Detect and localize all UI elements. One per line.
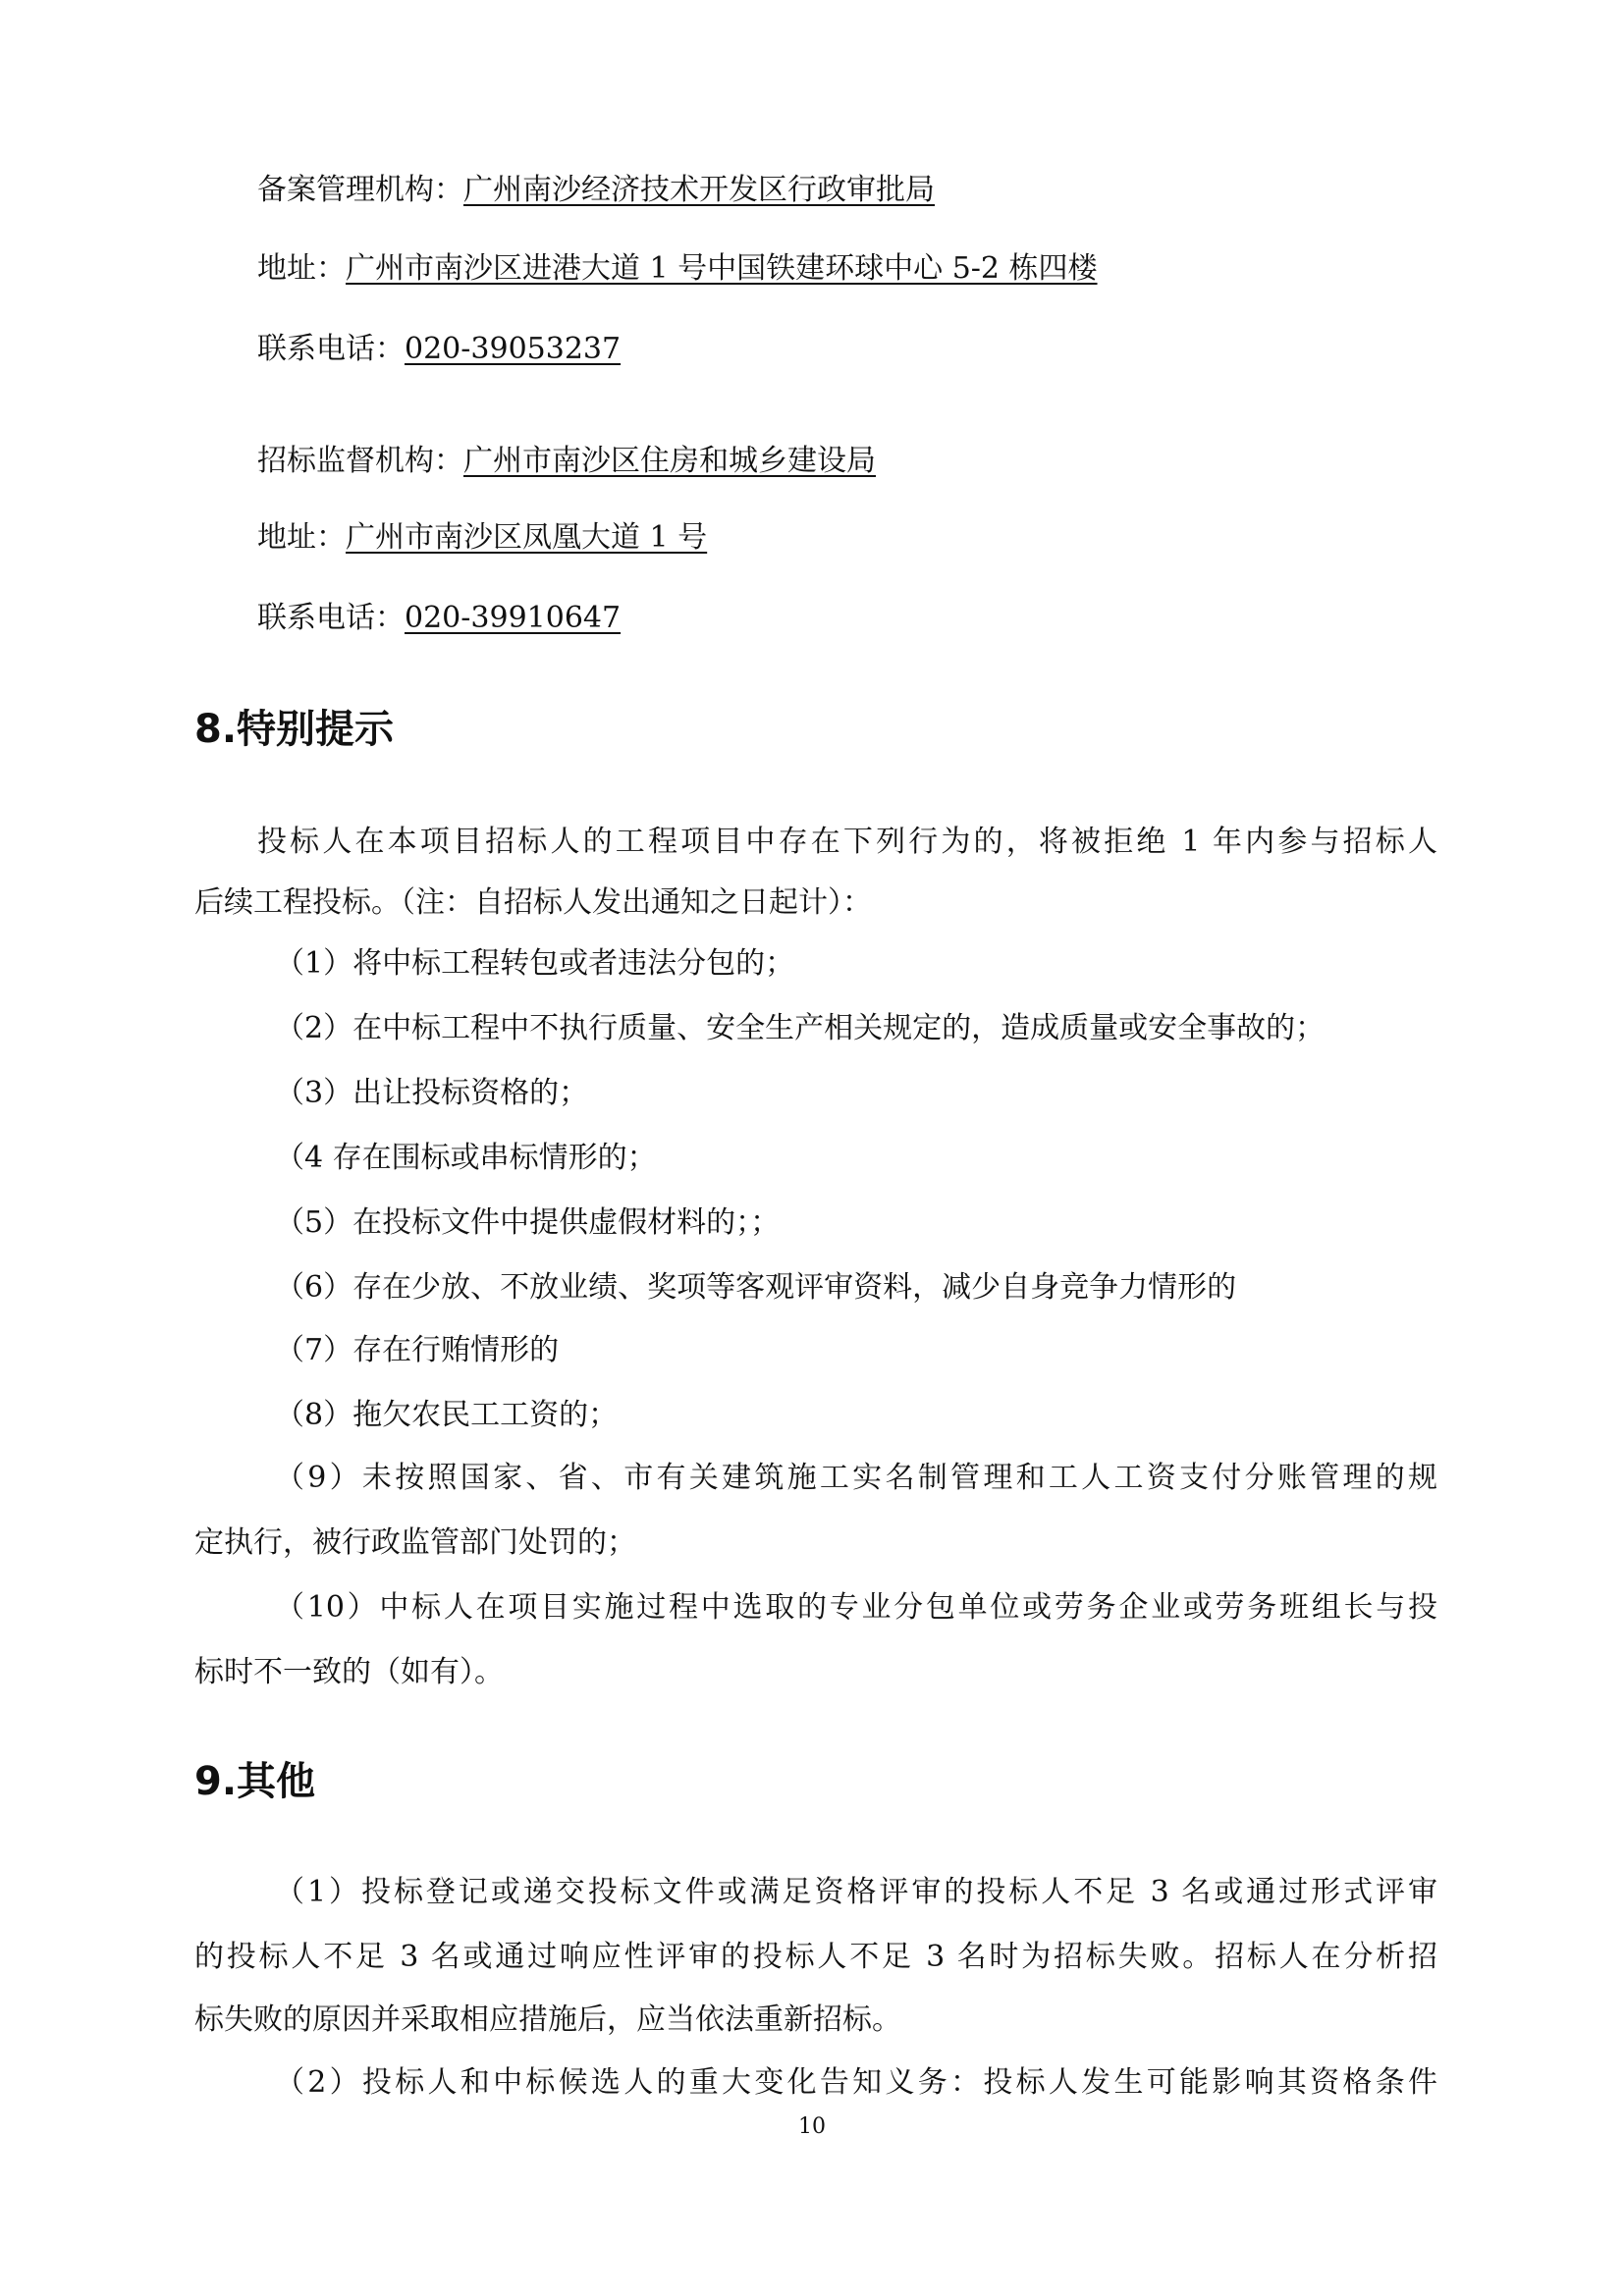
page-number: 10: [798, 2114, 826, 2139]
section-9-p1-line-1: （1）投标登记或递交投标文件或满足资格评审的投标人不足 3 名或通过形式评审: [275, 1875, 1437, 1909]
section-8-intro-line-1: [194, 823, 1437, 862]
filing-address-line: [257, 249, 1098, 289]
supervision-agency-label: 招标监督机构：: [257, 444, 463, 478]
supervision-address-line: [257, 518, 707, 558]
filing-agency-line: [257, 171, 935, 210]
supervision-address-value: 广州市南沙区凤凰大道 1 号: [346, 520, 708, 555]
supervision-address-label: 地址：: [257, 520, 346, 555]
filing-phone-line: [257, 330, 621, 369]
filing-address-value: 广州市南沙区进港大道 1 号中国铁建环球中心 5-2 栋四楼: [346, 251, 1098, 286]
filing-address-label: 地址：: [257, 251, 346, 286]
filing-agency-value: 广州南沙经济技术开发区行政审批局: [463, 173, 935, 207]
list-item-4: （4 存在围标或串标情形的；: [275, 1141, 657, 1175]
list-item-7: （7）存在行贿情形的: [275, 1333, 560, 1367]
list-item-10-line-2: 标时不一致的（如有）。: [194, 1655, 504, 1689]
list-item-9-line-1: （9）未按照国家、省、市有关建筑施工实名制管理和工人工资支付分账管理的规: [275, 1461, 1437, 1495]
filing-agency-label: 备案管理机构：: [257, 173, 463, 207]
list-item-8: （8）拖欠农民工工资的；: [275, 1398, 619, 1432]
list-item-1: （1）将中标工程转包或者违法分包的；: [275, 946, 795, 981]
supervision-phone-value: 020-39910647: [405, 601, 622, 635]
section-9-p1-line-2: 的投标人不足 3 名或通过响应性评审的投标人不足 3 名时为招标失败。招标人在分析招: [194, 1940, 1437, 1974]
section-8-heading: 8.特别提示: [194, 707, 395, 752]
list-item-2: （2）在中标工程中不执行质量、安全生产相关规定的，造成质量或安全事故的；: [275, 1011, 1326, 1045]
section-8-intro-text-1: 投标人在本项目招标人的工程项目中存在下列行为的，将被拒绝 1 年内参与招标人: [257, 825, 1437, 859]
filing-phone-value: 020-39053237: [405, 332, 622, 366]
supervision-phone-line: [257, 599, 621, 638]
section-8-intro-line-2: 后续工程投标。（注：自招标人发出通知之日起计）：: [194, 885, 872, 920]
list-item-5: （5）在投标文件中提供虚假材料的；；: [275, 1205, 781, 1240]
section-9-heading: 9.其他: [194, 1759, 316, 1804]
filing-phone-label: 联系电话：: [257, 332, 405, 366]
list-item-3: （3）出让投标资格的；: [275, 1076, 589, 1110]
list-item-9-line-2: 定执行，被行政监管部门处罚的；: [194, 1525, 636, 1560]
supervision-phone-label: 联系电话：: [257, 601, 405, 635]
list-item-6: （6）存在少放、不放业绩、奖项等客观评审资料，减少自身竞争力情形的: [275, 1270, 1237, 1305]
section-9-p1-line-3: 标失败的原因并采取相应措施后，应当依法重新招标。: [194, 2002, 901, 2037]
list-item-10-line-1: （10）中标人在项目实施过程中选取的专业分包单位或劳务企业或劳务班组长与投: [275, 1590, 1437, 1625]
supervision-agency-line: [257, 442, 876, 481]
section-9-p2-line-1: （2）投标人和中标候选人的重大变化告知义务：投标人发生可能影响其资格条件: [275, 2065, 1437, 2100]
supervision-agency-value: 广州市南沙区住房和城乡建设局: [463, 444, 876, 478]
